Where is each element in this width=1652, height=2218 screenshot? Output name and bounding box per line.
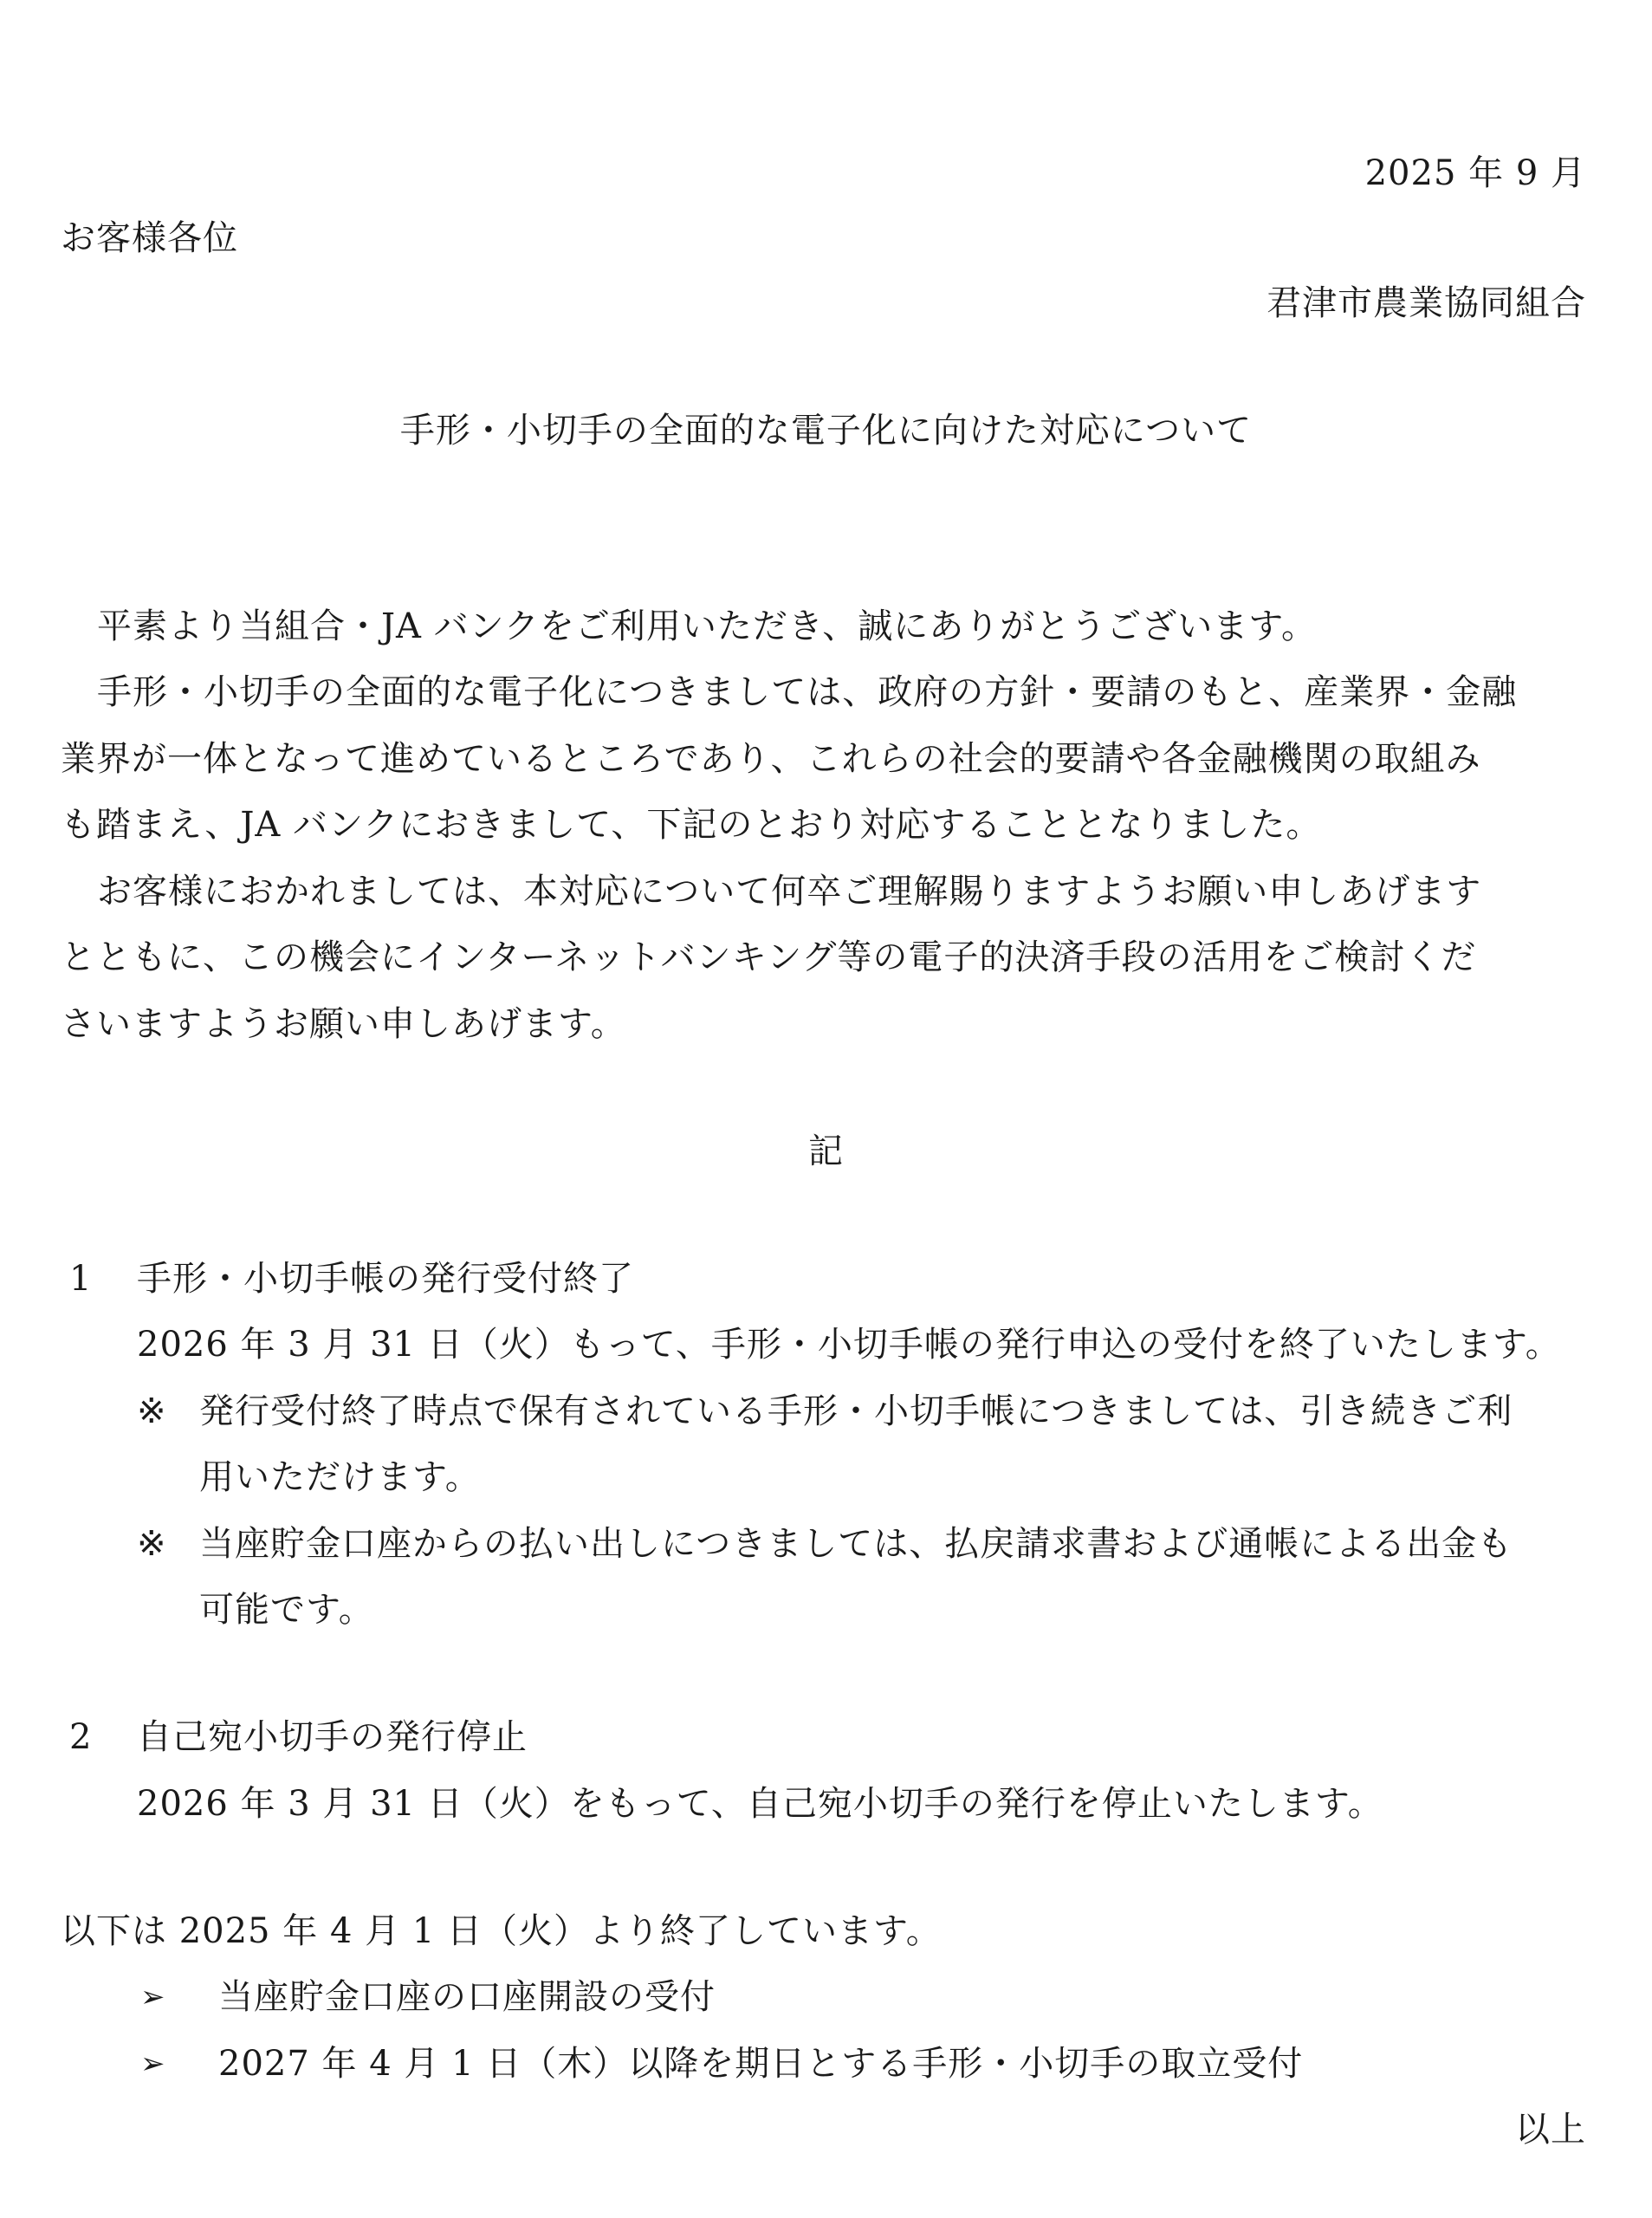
arrow-bullet-icon: ➢ — [140, 2046, 165, 2081]
body-paragraph-line: とともに、この機会にインターネットバンキング等の電子的決済手段の活用をご検討くだ — [61, 937, 1477, 977]
note-mark: ※ — [137, 1524, 166, 1564]
closing-word: 以上 — [1515, 2110, 1586, 2150]
section2-heading: 自己宛小切手の発行停止 — [137, 1717, 528, 1757]
issue-date: 2025 年 9 月 — [1364, 153, 1586, 193]
ended-intro: 以下は 2025 年 4 月 1 日（火）より終了しています。 — [61, 1911, 942, 1951]
section2-number: 2 — [69, 1717, 93, 1757]
document-title: 手形・小切手の全面的な電子化に向けた対応について — [399, 411, 1253, 451]
body-paragraph-line: も踏まえ、JA バンクにおきまして、下記のとおり対応することとなりました。 — [61, 805, 1322, 845]
sender-name: 君津市農業協同組合 — [1267, 283, 1586, 323]
body-paragraph-line: お客様におかれましては、本対応について何卒ご理解賜りますようお願い申しあげます — [97, 872, 1482, 911]
addressee: お客様各位 — [61, 218, 238, 258]
section1-text: 2026 年 3 月 31 日（火）もって、手形・小切手帳の発行申込の受付を終了いたします。 — [137, 1325, 1561, 1365]
ki-heading: 記 — [808, 1132, 844, 1171]
ended-item: 当座貯金口座の口座開設の受付 — [218, 1977, 716, 2017]
note-line: 発行受付終了時点で保有されている手形・小切手帳につきましては、引き続きご利 — [199, 1391, 1513, 1431]
body-paragraph-line: 平素より当組合・JA バンクをご利用いただき、誠にありがとうございます。 — [97, 606, 1318, 646]
note-line: 可能です。 — [199, 1590, 374, 1630]
body-paragraph-line: 手形・小切手の全面的な電子化につきましては、政府の方針・要請のもと、産業界・金融 — [97, 672, 1518, 712]
ended-item: 2027 年 4 月 1 日（木）以降を期日とする手形・小切手の取立受付 — [218, 2044, 1304, 2084]
section1-heading: 手形・小切手帳の発行受付終了 — [137, 1259, 634, 1299]
note-mark: ※ — [137, 1391, 166, 1431]
note-line: 用いただけます。 — [199, 1457, 481, 1497]
body-paragraph-line: 業界が一体となって進めているところであり、これらの社会的要請や各金融機関の取組み — [61, 739, 1481, 779]
note-line: 当座貯金口座からの払い出しにつきましては、払戻請求書および通帳による出金も — [199, 1524, 1513, 1564]
body-paragraph-line: さいますようお願い申しあげます。 — [61, 1004, 626, 1044]
section2-text: 2026 年 3 月 31 日（火）をもって、自己宛小切手の発行を停止いたします。 — [137, 1784, 1383, 1824]
section1-number: 1 — [69, 1259, 93, 1299]
arrow-bullet-icon: ➢ — [140, 1980, 165, 2014]
